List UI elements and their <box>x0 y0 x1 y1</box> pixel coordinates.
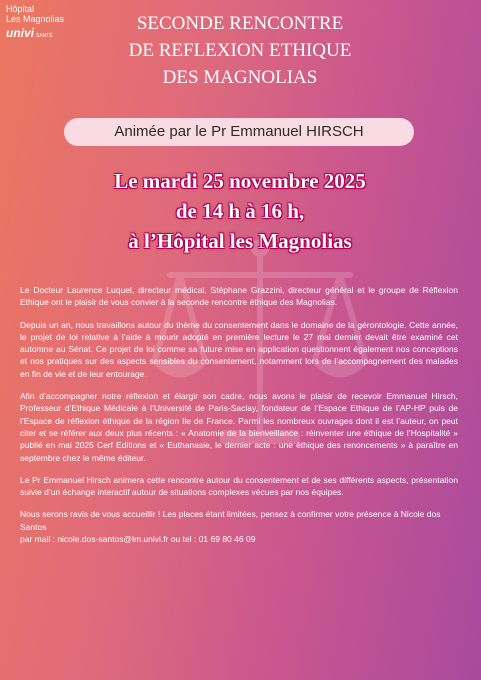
title-line-2: DE REFLEXION ETHIQUE <box>128 40 352 61</box>
event-datetime <box>60 166 420 256</box>
paragraph-context: Depuis un an, nous travaillons autour du thème du consentement dans le domaine de la gérontologie. Cette année, le projet de loi relative à l’aide à mourir adopté en première lecture le 27 mai dernier devait être examiné cet automne au Sénat. Ce projet de loi comme sa future mise en application questionnent également nos conceptions et nos pratiques sur des aspects sensibles du consentement, notamment lors de l’accompagnement des malades en fin de vie et de leur entourage. <box>20 319 458 379</box>
hospital-logo <box>6 4 64 40</box>
logo-brand: univi <box>6 26 35 40</box>
paragraph-program: Le Pr Emmanuel Hirsch animera cette rencontre autour du consentement et de ses différents aspects, présentation suivie d’un échange interactif autour de situations complexes vécues par nos équipes. <box>20 474 458 498</box>
logo-line-hospital: Hôpital <box>6 4 35 14</box>
paragraph-intro: Le Docteur Laurence Luquel, directeur médical, Stéphane Grazzini, directeur général et le groupe de Réflexion Ethique ont le plaisir de vous convier à la seconde rencontre éthique des Magnolias. <box>20 285 458 308</box>
event-place: à l’Hôpital les Magnolias <box>128 229 352 253</box>
logo-brand-row <box>6 26 64 40</box>
logo-brand-sub: SANTÉ <box>36 33 53 39</box>
contact-line: par mail : nicole.dos-santos@lm.univi.fr ou tel : 01 69 80 46 09 <box>20 534 256 545</box>
page-title <box>90 10 390 91</box>
event-time: de 14 h à 16 h, <box>175 199 305 223</box>
title-line-1: SECONDE RENCONTRE <box>136 13 344 34</box>
rsvp-text: Nous serons ravis de vous accueillir ! Les places étant limitées, pensez à confirmer votre présence à Nicole dos Santos <box>20 509 441 532</box>
title-line-3: DES MAGNOLIAS <box>162 67 318 88</box>
logo-line-name: Les Magnolias <box>6 14 65 24</box>
paragraph-speaker: Afin d’accompagner notre réflexion et élargir son cadre, nous avons le plaisir de recevoir Emmanuel Hirsch, Professeur d’Ethique Médicale à l’Université de Paris-Saclay, fondateur de l’Espace Ethique de l’AP-HP puis de l’Espace de réflexion éthique de la région Ile de France. Parmi les nombreux ouvrages dont il est l’auteur, on peut citer et se référer aux deux plus récents : « Anatomie de la bienveillance : réinventer une éthique de l’Hospitalité » publié en mai 2025 Cerf Editions et « Euthanasie, le dernier acte : une éthique des renoncements » à paraître en septembre chez le même éditeur. <box>20 391 458 463</box>
invitation-body <box>20 284 458 545</box>
host-banner: Animée par le Pr Emmanuel HIRSCH <box>64 118 414 146</box>
event-date: Le mardi 25 novembre 2025 <box>114 169 366 193</box>
